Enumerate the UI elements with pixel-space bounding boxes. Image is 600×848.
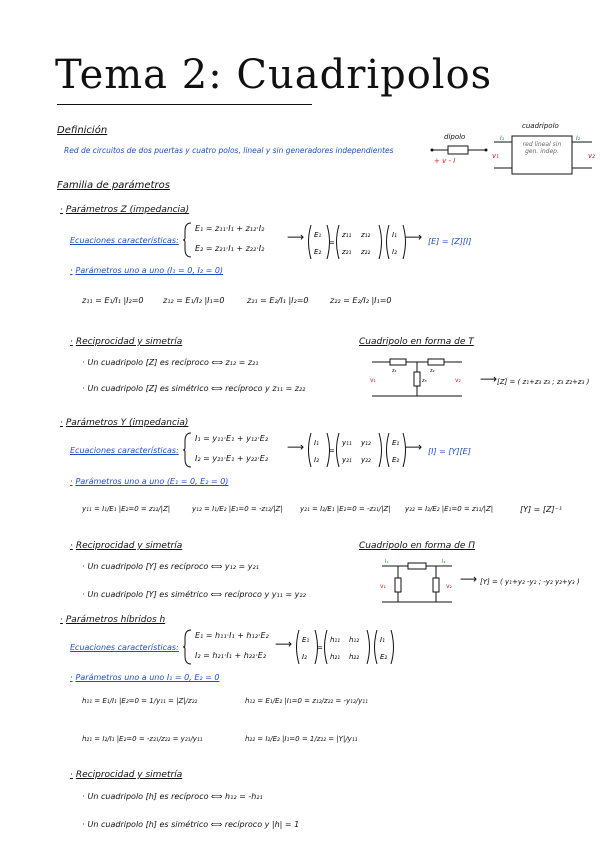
svg-text:E₁: E₁ bbox=[314, 231, 322, 239]
y-heading: · Parámetros Y (impedancia) bbox=[60, 418, 188, 428]
svg-text:I₂: I₂ bbox=[576, 135, 581, 142]
dipolo-diagram bbox=[430, 140, 490, 170]
h-ec-label: Ecuaciones características: bbox=[70, 643, 179, 652]
y-sim: · Un cuadripolo [Y] es simétrico ⟺ recíproco y y₁₁ = y₂₂ bbox=[82, 590, 306, 599]
y-inv: [Y] = [Z]⁻¹ bbox=[520, 505, 563, 514]
y12: y₁₂ = I₁/E₂ |E₁=0 = -z₁₂/|Z| bbox=[192, 505, 283, 513]
arrow-icon: ⟶ bbox=[405, 230, 423, 244]
cuadripolo-box-text: red lineal sin gen. indep. bbox=[522, 141, 562, 155]
svg-text:z₁₂: z₁₂ bbox=[361, 231, 371, 239]
svg-text:z₂₂: z₂₂ bbox=[361, 248, 371, 256]
arrow-icon: ⟶ bbox=[287, 440, 305, 454]
svg-text:E₂: E₂ bbox=[380, 653, 388, 661]
svg-text:I₁: I₁ bbox=[380, 636, 385, 644]
svg-text:z₂: z₂ bbox=[430, 368, 435, 374]
y11: y₁₁ = I₁/E₁ |E₂=0 = z₂₂/|Z| bbox=[82, 505, 171, 513]
svg-text:I₁: I₁ bbox=[500, 135, 505, 142]
svg-text:h₁₁: h₁₁ bbox=[330, 636, 341, 644]
z-uno-label: · Parámetros uno a uno (I₁ = 0, I₂ = 0) bbox=[70, 266, 223, 275]
svg-text:I₂: I₂ bbox=[302, 653, 307, 661]
y-pi-label: Cuadripolo en forma de Π bbox=[359, 541, 476, 551]
cuadripolo-label: cuadripolo bbox=[522, 122, 559, 130]
cuadripolo-diagram bbox=[490, 130, 600, 180]
dipolo-vi: + v - I bbox=[434, 157, 456, 165]
y-ec-label: Ecuaciones características: bbox=[70, 446, 179, 455]
svg-text:E₂: E₂ bbox=[314, 248, 322, 256]
dipolo-label: dipolo bbox=[444, 133, 466, 141]
y-uno-label: · Parámetros uno a uno (E₁ = 0, E₂ = 0) bbox=[70, 477, 228, 486]
pi-circuit-diagram bbox=[380, 556, 455, 608]
arrow-icon: ⟶ bbox=[480, 372, 498, 386]
svg-text:z₁: z₁ bbox=[392, 368, 397, 374]
y-matrix: [I] = [Y][E] bbox=[428, 447, 471, 456]
arrow-icon: ⟶ bbox=[275, 637, 293, 651]
y-ec2: I₂ = y₂₁·E₁ + y₂₂·E₂ bbox=[195, 454, 269, 463]
svg-text:I₂: I₂ bbox=[442, 559, 446, 565]
svg-text:v₁: v₁ bbox=[370, 377, 376, 384]
z21: z₂₁ = E₂/I₁ |I₂=0 bbox=[247, 296, 309, 305]
z-ec1: E₁ = z₁₁·I₁ + z₁₂·I₂ bbox=[195, 224, 265, 233]
definicion-text: Red de circuitos de dos puertas y cuatro polos, lineal y sin generadores independientes bbox=[64, 146, 394, 155]
h21: h₂₁ = I₂/I₁ |E₂=0 = -z₂₁/z₂₂ = y₂₁/y₁₁ bbox=[82, 735, 203, 743]
z-heading: · Parámetros Z (impedancia) bbox=[60, 205, 189, 215]
y-recip: · Un cuadripolo [Y] es recíproco ⟺ y₁₂ = y₂₁ bbox=[82, 562, 259, 571]
svg-text:z₂₁: z₂₁ bbox=[342, 248, 352, 256]
arrow-icon: ⟶ bbox=[405, 440, 423, 454]
z-ec2: E₂ = z₂₁·I₁ + z₂₂·I₂ bbox=[195, 244, 265, 253]
y-recip-label: · Reciprocidad y simetría bbox=[70, 541, 182, 551]
y21: y₂₁ = I₂/E₁ |E₂=0 = -z₂₁/|Z| bbox=[300, 505, 391, 513]
h-heading: · Parámetros híbridos h bbox=[60, 615, 165, 625]
arrow-icon: ⟶ bbox=[287, 230, 305, 244]
y-ec1: I₁ = y₁₁·E₁ + y₁₂·E₂ bbox=[195, 434, 269, 443]
svg-text:E₂: E₂ bbox=[392, 456, 400, 464]
h12: h₁₂ = E₁/E₂ |I₁=0 = z₁₂/z₂₂ = -y₁₂/y₁₁ bbox=[245, 697, 368, 705]
h11: h₁₁ = E₁/I₁ |E₂=0 = 1/y₁₁ = |Z|/z₂₂ bbox=[82, 697, 198, 705]
z-t-label: Cuadripolo en forma de T bbox=[359, 337, 474, 347]
definicion-heading: Definición bbox=[57, 125, 108, 136]
familia-heading: Familia de parámetros bbox=[57, 180, 170, 191]
h-ec1: E₁ = h₁₁·I₁ + h₁₂·E₂ bbox=[195, 631, 269, 640]
y22: y₂₂ = I₂/E₂ |E₁=0 = z₁₁/|Z| bbox=[405, 505, 494, 513]
svg-text:y₂₁: y₂₁ bbox=[342, 456, 352, 464]
svg-text:I₂: I₂ bbox=[314, 456, 319, 464]
arrow-icon: ⟶ bbox=[460, 572, 478, 586]
svg-text:h₂₁: h₂₁ bbox=[330, 653, 341, 661]
svg-text:=: = bbox=[317, 644, 323, 652]
svg-text:y₂₂: y₂₂ bbox=[361, 456, 371, 464]
svg-text:v₂: v₂ bbox=[588, 152, 595, 160]
svg-text:=: = bbox=[329, 447, 335, 455]
z-recip-label: · Reciprocidad y simetría bbox=[70, 337, 182, 347]
title-underline bbox=[57, 104, 312, 105]
svg-text:v₁: v₁ bbox=[492, 152, 499, 160]
y-brace bbox=[183, 432, 193, 468]
svg-text:I₂: I₂ bbox=[392, 248, 397, 256]
z11: z₁₁ = E₁/I₁ |I₂=0 bbox=[82, 296, 144, 305]
svg-text:=: = bbox=[329, 239, 335, 247]
h-recip: · Un cuadripolo [h] es recíproco ⟺ h₁₂ = -h₂₁ bbox=[82, 792, 263, 801]
z22: z₂₂ = E₂/I₂ |I₁=0 bbox=[330, 296, 392, 305]
y-pi-matrix: [Y] = ( y₁+y₂ -y₂ ; -y₂ y₂+y₃ ) bbox=[480, 578, 580, 586]
h-sim: · Un cuadripolo [h] es simétrico ⟺ recíproco y |h| = 1 bbox=[82, 820, 299, 829]
svg-text:I₁: I₁ bbox=[314, 439, 319, 447]
z-matrix: [E] = [Z][I] bbox=[428, 237, 472, 246]
z-brace bbox=[183, 222, 193, 258]
z12: z₁₂ = E₁/I₂ |I₁=0 bbox=[163, 296, 225, 305]
svg-text:z₃: z₃ bbox=[422, 378, 427, 384]
h-brace bbox=[183, 629, 193, 665]
svg-text:h₁₂: h₁₂ bbox=[349, 636, 360, 644]
svg-text:z₁₁: z₁₁ bbox=[342, 231, 352, 239]
svg-text:E₁: E₁ bbox=[302, 636, 310, 644]
svg-text:I₁: I₁ bbox=[392, 231, 397, 239]
svg-text:v₂: v₂ bbox=[446, 583, 452, 590]
svg-text:y₁₂: y₁₂ bbox=[361, 439, 371, 447]
svg-text:y₁₁: y₁₁ bbox=[342, 439, 352, 447]
svg-text:h₂₂: h₂₂ bbox=[349, 653, 360, 661]
h-uno-label: · Parámetros uno a uno I₁ = 0, E₂ = 0 bbox=[70, 673, 219, 682]
svg-text:v₂: v₂ bbox=[455, 377, 461, 384]
page-title: Tema 2: Cuadripolos bbox=[55, 52, 493, 98]
h22: h₂₂ = I₂/E₂ |I₁=0 = 1/z₂₂ = |Y|/y₁₁ bbox=[245, 735, 358, 743]
h-recip-label: · Reciprocidad y simetría bbox=[70, 770, 182, 780]
z-recip: · Un cuadripolo [Z] es recíproco ⟺ z₁₂ = z₂₁ bbox=[82, 358, 258, 367]
h-ec2: I₂ = h₂₁·I₁ + h₂₂·E₂ bbox=[195, 651, 267, 660]
t-circuit-diagram bbox=[370, 352, 465, 402]
z-t-matrix: [Z] = ( z₁+z₃ z₃ ; z₃ z₂+z₃ ) bbox=[497, 378, 590, 386]
svg-text:v₁: v₁ bbox=[380, 583, 386, 590]
z-sim: · Un cuadripolo [Z] es simétrico ⟺ recíproco y z₁₁ = z₂₂ bbox=[82, 384, 305, 393]
svg-text:I₁: I₁ bbox=[385, 559, 389, 565]
z-ec-label: Ecuaciones características: bbox=[70, 236, 179, 245]
svg-text:E₁: E₁ bbox=[392, 439, 400, 447]
